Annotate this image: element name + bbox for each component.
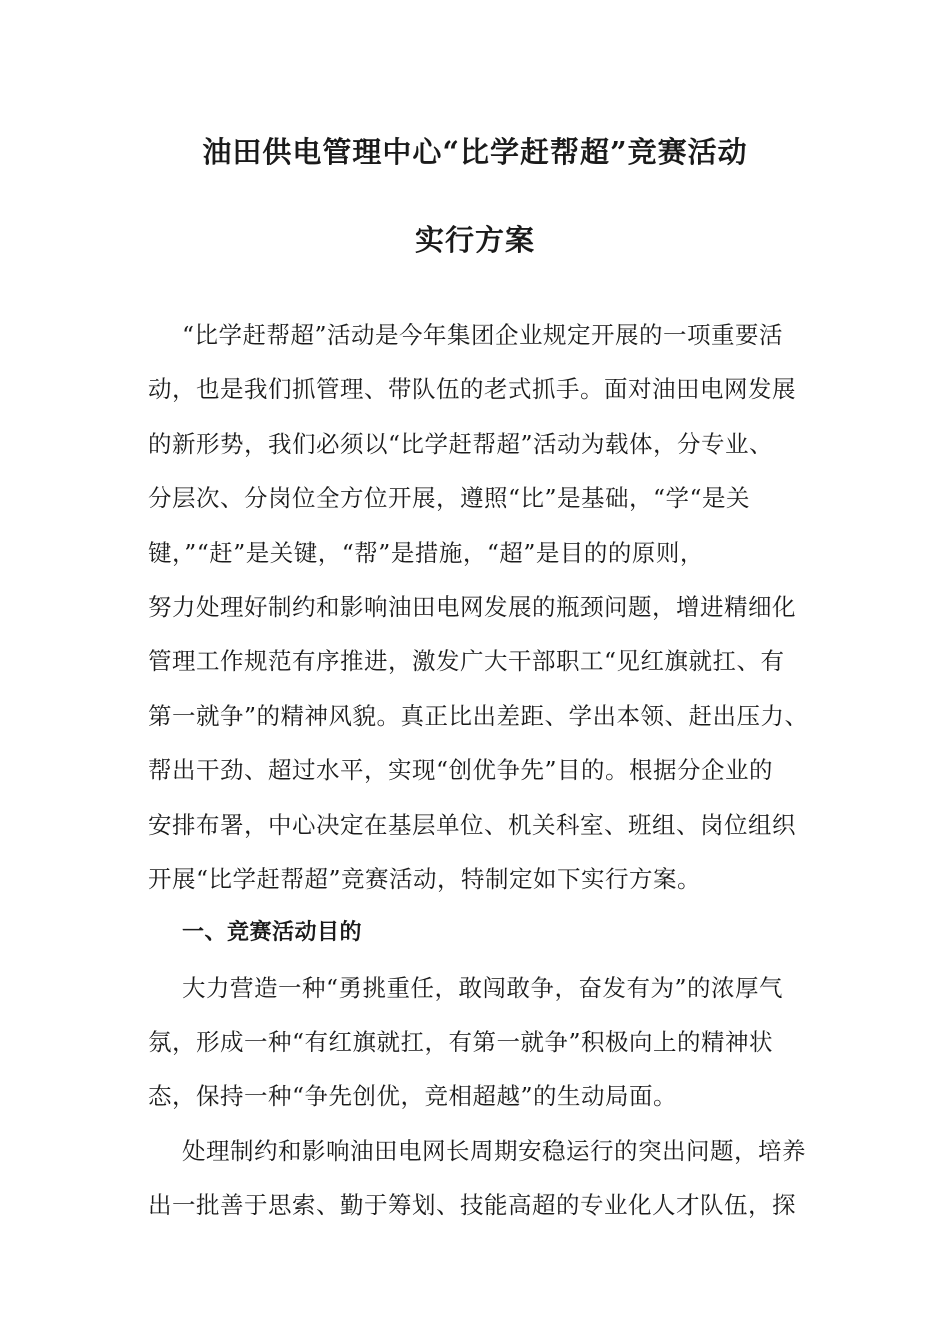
document-body bbox=[148, 315, 828, 1240]
paragraph-line: 氛，形成一种“有红旗就扛，有第一就争”积极向上的精神状 bbox=[148, 1028, 774, 1057]
paragraph-line: 管理工作规范有序推进，激发广大干部职工“见红旗就扛、有 bbox=[148, 647, 785, 676]
document-subtitle: 实行方案 bbox=[414, 223, 535, 257]
paragraph-line: 安排布署，中心决定在基层单位、机关科室、班组、岗位组织 bbox=[148, 810, 796, 839]
paragraph-line: 键，”“赶”是关键，“帮”是措施，“超”是目的的原则， bbox=[148, 538, 704, 567]
paragraph-line: “比学赶帮超”活动是今年集团企业规定开展的一项重要活 bbox=[182, 321, 784, 349]
document-title: 油田供电管理中心“比学赶帮超”竞赛活动 bbox=[202, 135, 748, 169]
paragraph-line: 帮出干劲、超过水平，实现“创优争先”目的。根据分企业的 bbox=[148, 756, 774, 785]
paragraph-line: 态，保持一种“争先创优，竞相超越”的生动局面。 bbox=[148, 1082, 678, 1111]
paragraph-line: 动，也是我们抓管理、带队伍的老式抓手。面对油田电网发展 bbox=[148, 375, 796, 404]
paragraph-line: 大力营造一种“勇挑重任，敢闯敢争，奋发有为”的浓厚气 bbox=[182, 973, 784, 1002]
section-heading: 一、竞赛活动目的 bbox=[182, 920, 363, 946]
paragraph-line: 分层次、分岗位全方位开展，遵照“比”是基础，“学“是关 bbox=[148, 484, 751, 513]
paragraph-line: 出一批善于思索、勤于筹划、技能高超的专业化人才队伍，探 bbox=[148, 1191, 796, 1220]
paragraph-line: 努力处理好制约和影响油田电网发展的瓶颈问题，增进精细化 bbox=[148, 592, 796, 621]
paragraph-line: 的新形势，我们必须以“比学赶帮超”活动为载体，分专业、 bbox=[148, 429, 774, 458]
paragraph-line: 处理制约和影响油田电网长周期安稳运行的突出问题，培养 bbox=[182, 1136, 806, 1165]
paragraph-line: 开展“比学赶帮超”竞赛活动，特制定如下实行方案。 bbox=[148, 864, 702, 893]
paragraph-line: 第一就争”的精神风貌。真正比出差距、学出本领、赶出压力、 bbox=[148, 701, 809, 730]
